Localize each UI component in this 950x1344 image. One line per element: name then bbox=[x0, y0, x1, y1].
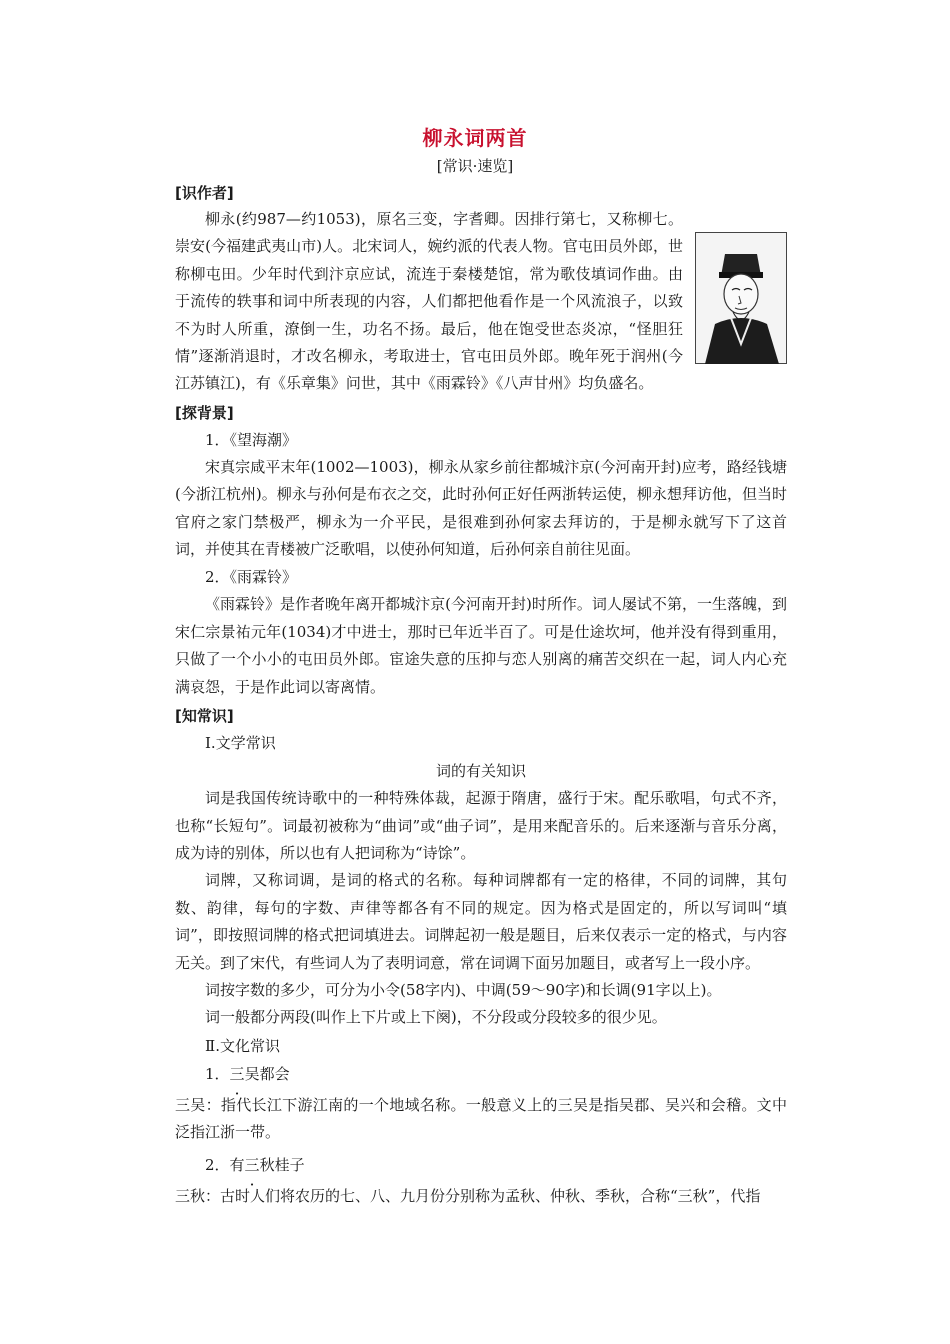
ci-title: 词的有关知识 bbox=[435, 762, 526, 781]
ci-paragraph-1: 词是我国传统诗歌中的一种特殊体裁，起源于隋唐，盛行于宋。配乐歌唱，句式不齐，也称“长短句”。词最初被称为“曲词”或“曲子词”，是用来配音乐的。后来逐渐与音乐分离，成为诗的别体，所以也有人把词称为“诗馀”。 bbox=[175, 789, 787, 862]
author-heading: [识作者] bbox=[175, 184, 234, 202]
ci-paragraph-2: 词牌，又称词调，是词的格式的名称。每种词牌都有一定的格律，不同的词牌，其句数、韵律，每句的字数、声律等都各有不同的规定。因为格式是固定的，所以写词叫“填词”，即按照词牌的格式把词填进去。词牌起初一般是题目，后来仅表示一定的格式，与内容无关。到了宋代，有些词人为了表明词意，常在词调下面另加题目，或者写上一段小序。 bbox=[175, 871, 787, 972]
ci-paragraph-3: 词按字数的多少，可分为小令(58字内)、中调(59～90字)和长调(91字以上)。 bbox=[205, 980, 722, 999]
background-item-2: 2．《雨霖铃》 bbox=[205, 568, 298, 587]
background-heading: [探背景] bbox=[175, 403, 234, 422]
author-text: 柳永(约987—约1053)，原名三变，字耆卿。因排行第七，又称柳七。崇安(今福建武夷山市)人。北宋词人，婉约派的代表人物。官屯田员外郎，世称柳屯田。少年时代到汴京应试，流连于秦楼楚馆，常为歌伎填词作曲。由于流传的轶事和词中所表现的内容，人们都把他看作是一个风流浪子，以致不为时人所重，潦倒一生，功名不扬。最后，他在饱受世态炎凉，“怪胆狂情”逐渐消退时，才改名柳永，考取进士，官屯田员外郎。晚年死于润州(今江苏镇江)，有《乐章集》问世，其中《雨霖铃》《八声甘州》均负盛名。 bbox=[175, 210, 683, 393]
page-subtitle: [常识·速览] bbox=[436, 157, 514, 175]
knowledge-heading: [知常识] bbox=[175, 707, 234, 726]
culture-item-2-rest: 秋桂子 bbox=[259, 1155, 305, 1174]
background-item-1: 1．《望海潮》 bbox=[205, 430, 298, 449]
document-body bbox=[175, 178, 787, 1210]
background-paragraph-1: 宋真宗咸平末年(1002—1003)，柳永从家乡前往都城汴京(今河南开封)应考，路经钱塘(今浙江杭州)。柳永与孙何是布衣之交，此时孙何正好任两浙转运使，柳永想拜访他，但当时官府之家门禁极严，柳永为一介平民，是很难到孙何家去拜访的，于是柳永就写下了这首词，并使其在青楼被广泛歌唱，以使孙何知道，后孙何亲自前往见面。 bbox=[175, 457, 787, 559]
culture-item-2-number: 2．有 bbox=[205, 1155, 245, 1174]
culture-paragraph-1: 三吴：指代长江下游江南的一个地域名称。一般意义上的三吴是指吴郡、吴兴和会稽。文中泛指江浙一带。 bbox=[175, 1095, 787, 1142]
author-section bbox=[175, 206, 787, 398]
author-paragraph bbox=[175, 206, 787, 398]
culture-heading: Ⅱ.文化常识 bbox=[205, 1036, 280, 1055]
culture-item-1-rest: 吴都会 bbox=[244, 1064, 290, 1083]
background-paragraph-2: 《雨霖铃》是作者晚年离开都城汴京(今河南开封)时所作。词人屡试不第，一生落魄，到宋仁宗景祐元年(1034)才中进士，那时已年近半百了。可是仕途坎坷，他并没有得到重用，只做了一个小小的屯田员外郎。宦途失意的压抑与恋人别离的痛苦交织在一起，词人内心充满哀怨，于是作此词以寄离情。 bbox=[175, 595, 787, 696]
ci-paragraph-4: 词一般都分两段(叫作上下片或上下阕)，不分段或分段较多的很少见。 bbox=[205, 1008, 667, 1027]
culture-paragraph-2: 三秋：古时人们将农历的七、八、九月份分别称为孟秋、仲秋、季秋，合称“三秋”，代指 bbox=[175, 1186, 761, 1205]
page-title: 柳永词两首 bbox=[422, 126, 528, 150]
culture-item-2 bbox=[175, 1151, 787, 1179]
emphasis-dot-char: 三 bbox=[244, 1155, 260, 1174]
culture-item-1-number: 1． bbox=[205, 1064, 230, 1083]
literature-heading: Ⅰ.文学常识 bbox=[205, 734, 276, 753]
culture-item-1 bbox=[175, 1060, 787, 1088]
liu-yong-portrait bbox=[695, 232, 787, 364]
emphasis-dot-char: 三 bbox=[229, 1064, 245, 1083]
